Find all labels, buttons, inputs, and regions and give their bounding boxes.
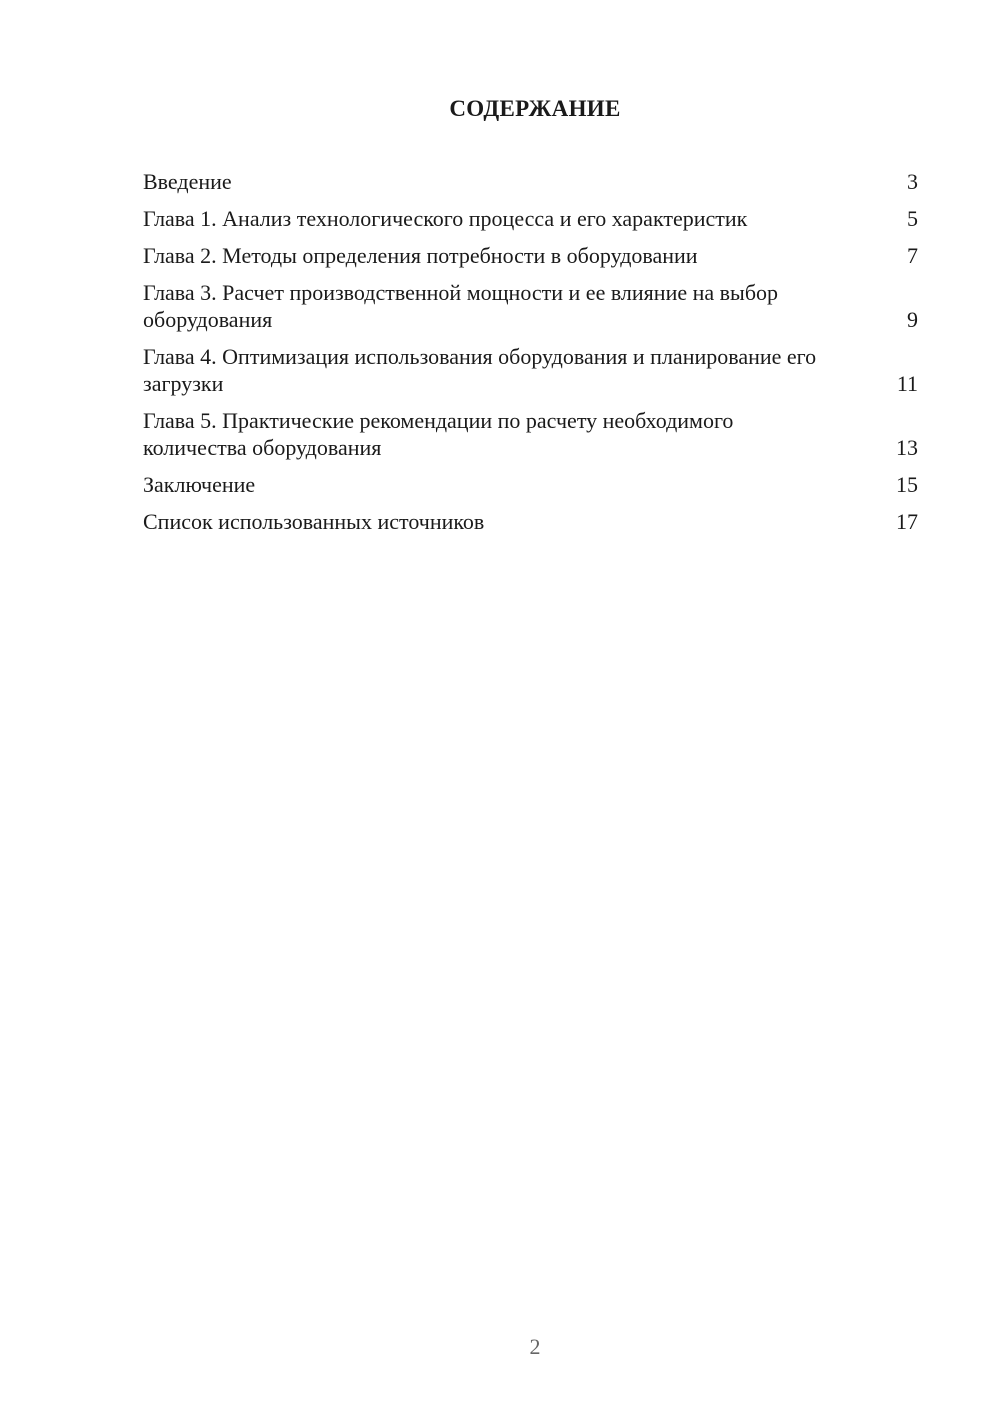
toc-entry-chapter-4 — [143, 343, 918, 397]
toc-entry-page: 5 — [907, 206, 918, 231]
table-of-contents — [143, 168, 918, 545]
toc-entry-references — [143, 508, 918, 535]
toc-entry-chapter-1 — [143, 205, 918, 232]
toc-entry-chapter-5 — [143, 407, 918, 461]
page-title: СОДЕРЖАНИЕ — [449, 96, 621, 121]
toc-entry-page: 15 — [896, 472, 918, 497]
toc-entry-page: 3 — [907, 169, 918, 194]
toc-entry-title: Глава 2. Методы определения потребности в оборудовании — [143, 243, 698, 268]
toc-entry-page: 7 — [907, 243, 918, 268]
toc-entry-conclusion — [143, 471, 918, 498]
toc-entry-page: 11 — [896, 371, 918, 396]
toc-entry-title: Глава 5. Практические рекомендации по расчету необходимого количества оборудования — [143, 408, 734, 460]
toc-entry-page: 17 — [896, 509, 918, 534]
toc-entry-title: Глава 1. Анализ технологического процесса и его характеристик — [143, 206, 748, 231]
toc-entry-title: Глава 4. Оптимизация использования оборудования и планирование его загрузки — [143, 344, 817, 396]
toc-entry-page: 13 — [896, 435, 918, 460]
toc-entry-introduction — [143, 168, 918, 195]
toc-entry-chapter-2 — [143, 242, 918, 269]
toc-entry-title: Введение — [143, 169, 232, 194]
toc-entry-title: Глава 3. Расчет производственной мощности и ее влияние на выбор оборудования — [143, 280, 779, 332]
toc-entry-title: Заключение — [143, 472, 256, 497]
page-number: 2 — [529, 1334, 541, 1359]
toc-entry-chapter-3 — [143, 279, 918, 333]
toc-entry-page: 9 — [907, 307, 918, 332]
toc-entry-title: Список использованных источников — [143, 509, 485, 534]
